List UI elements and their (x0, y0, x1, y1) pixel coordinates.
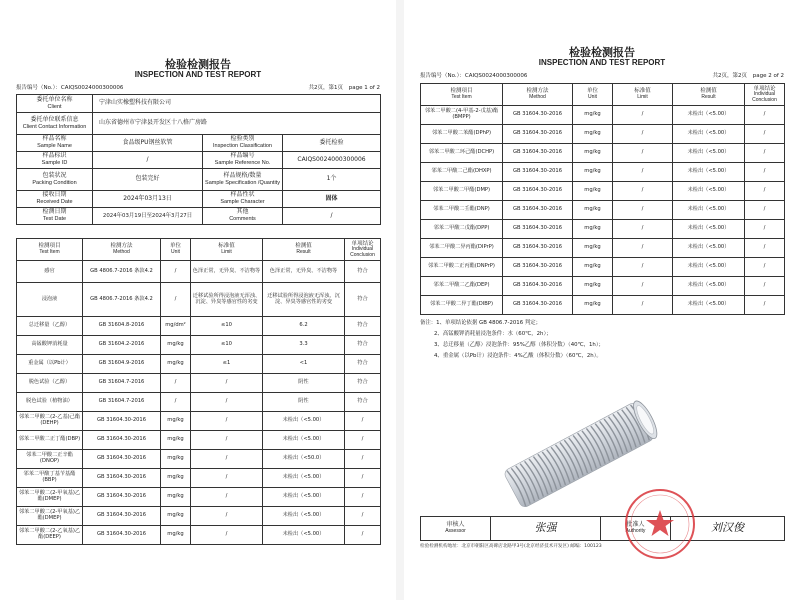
cell-item: 邻苯二甲酸二异丙酯(DIPrP) (421, 239, 503, 258)
cell-result: 未检出（<5.00） (263, 469, 345, 488)
result-row (421, 239, 785, 258)
result-row (17, 336, 381, 355)
cell-conclusion: 符合 (345, 317, 381, 336)
cell-conclusion: / (745, 258, 785, 277)
cell-limit: / (613, 220, 673, 239)
cell-method: GB 31604.30-2016 (503, 201, 573, 220)
cell-unit: mg/kg (573, 201, 613, 220)
cell-unit: / (161, 393, 191, 412)
cell-conclusion: / (745, 201, 785, 220)
cell-result: 未检出（<5.00） (673, 106, 745, 125)
cell-conclusion: 符合 (345, 374, 381, 393)
cell-item: 脱色试验（植物油） (17, 393, 83, 412)
cell-result: 色泽正常，无异臭、不洁物等 (263, 261, 345, 283)
cell-method: GB 31604.30-2016 (503, 296, 573, 315)
result-row (421, 106, 785, 125)
cell-result: 未检出（<50.0） (263, 450, 345, 469)
cell-conclusion: / (345, 431, 381, 450)
report-number-p2: 报告编号（No.）：CAIQS0024000300006 (420, 73, 528, 79)
cell-result: 未检出（<5.00） (673, 182, 745, 201)
cell-limit: 色泽正常，无异臭、不洁物等 (191, 261, 263, 283)
cell-item: 邻苯二甲酸二戊酯(DPP) (421, 220, 503, 239)
remark-line: 3、总迁移量（乙醇）浸泡条件：95%乙醇（体积分数）（40℃，1h）； (434, 342, 604, 348)
comments-value: / (283, 208, 381, 225)
result-row (17, 355, 381, 374)
remark-line: 备注：1、单项结论依据 GB 4806.7-2016 判定； (420, 320, 542, 326)
cell-conclusion: / (745, 163, 785, 182)
cell-method: GB 31604.8-2016 (83, 317, 161, 336)
cell-limit: / (191, 393, 263, 412)
cell-unit: mg/kg (161, 450, 191, 469)
cell-method: GB 31604.30-2016 (83, 488, 161, 507)
result-row (421, 125, 785, 144)
result-row (421, 144, 785, 163)
test-date-label: 检测日期 Test Date (17, 208, 93, 225)
report-title-en-p2: INSPECTION AND TEST REPORT (538, 58, 666, 67)
cell-item: 总迁移量（乙醇） (17, 317, 83, 336)
cell-result: <1 (263, 355, 345, 374)
result-row (17, 317, 381, 336)
cell-unit: mg/kg (573, 106, 613, 125)
result-row (17, 469, 381, 488)
cell-result: 未检出（<5.00） (673, 125, 745, 144)
cell-item: 邻苯二甲酸二苯酯(DPhP) (421, 125, 503, 144)
page-gutter (396, 0, 404, 600)
col-limit-p2: 标准值 Limit (613, 84, 673, 106)
cell-limit: / (613, 296, 673, 315)
sample-ref-label: 样品编号 Sample Reference No. (203, 152, 283, 169)
sample-id-label: 样品标识 Sample ID (17, 152, 93, 169)
signature-table (420, 516, 785, 541)
cell-conclusion: / (745, 106, 785, 125)
cell-item: 高锰酸钾消耗量 (17, 336, 83, 355)
cell-method: GB 31604.7-2016 (83, 374, 161, 393)
cell-conclusion: / (745, 125, 785, 144)
cell-conclusion: / (345, 488, 381, 507)
cell-result: 未检出（<5.00） (673, 201, 745, 220)
remark-line: 2、高锰酸钾消耗量浸泡条件：水（60℃，2h）； (434, 331, 552, 337)
cell-limit: / (613, 258, 673, 277)
cell-limit: ≤1 (191, 355, 263, 374)
comments-label: 其他 Comments (203, 208, 283, 225)
cell-limit: / (191, 450, 263, 469)
result-row (17, 261, 381, 283)
sample-name-label: 样品名称 Sample Name (17, 135, 93, 152)
cell-conclusion: 符合 (345, 393, 381, 412)
cell-conclusion: / (345, 469, 381, 488)
cell-unit: mg/dm² (161, 317, 191, 336)
cell-method: GB 31604.30-2016 (503, 163, 573, 182)
cell-conclusion: / (345, 412, 381, 431)
cell-method: GB 31604.30-2016 (503, 258, 573, 277)
cell-limit: ≤10 (191, 317, 263, 336)
cell-limit: / (613, 144, 673, 163)
cell-conclusion: / (745, 182, 785, 201)
cell-method: GB 31604.30-2016 (83, 431, 161, 450)
character-value: 固体 (283, 191, 381, 208)
results-table-page-2 (420, 83, 785, 315)
result-row (421, 182, 785, 201)
cell-result: 未检出（<5.00） (263, 507, 345, 526)
cell-conclusion: / (345, 507, 381, 526)
page-count-cn: 共2页，第1页 (308, 85, 343, 91)
cell-method: GB 31604.30-2016 (503, 277, 573, 296)
report-title-cn: 检验检测报告 (165, 58, 231, 71)
cell-item: 邻苯二甲酸二(2-甲氧基)乙酯(DMEP) (17, 507, 83, 526)
cell-conclusion: / (745, 239, 785, 258)
cell-limit: / (191, 488, 263, 507)
cell-limit: / (191, 526, 263, 545)
cell-method: GB 31604.30-2016 (83, 507, 161, 526)
cell-unit: mg/kg (573, 125, 613, 144)
cell-unit: mg/kg (161, 336, 191, 355)
cell-item: 邻苯二甲酸二正丙酯(DNPrP) (421, 258, 503, 277)
cell-result: 阴性 (263, 374, 345, 393)
cell-conclusion: / (745, 220, 785, 239)
cell-method: GB 31604.30-2016 (83, 526, 161, 545)
cell-unit: mg/kg (573, 296, 613, 315)
sample-name-value: 食品级PU钢丝软管 (93, 135, 203, 152)
character-label: 样品性状 Sample Character (203, 191, 283, 208)
cell-conclusion: 符合 (345, 283, 381, 317)
cell-result: 未检出（<5.00） (673, 258, 745, 277)
assessor-signature: 张强 (491, 517, 601, 541)
cell-result: 未检出（<5.00） (673, 239, 745, 258)
cell-item: 邻苯二甲酸二正辛酯(DNOP) (17, 450, 83, 469)
results-header-row-p2 (421, 84, 785, 106)
cell-result: 迁移试验所得浸泡液无浑浊、沉淀、异臭等感官性的劣变 (263, 283, 345, 317)
cell-limit: / (191, 469, 263, 488)
cell-item: 脱色试验（乙醇） (17, 374, 83, 393)
cell-item: 邻苯二甲酸二甲酯(DMP) (421, 182, 503, 201)
page-indicator-p2 (708, 71, 784, 79)
cell-item: 邻苯二甲酸二异丁酯(DIBP) (421, 296, 503, 315)
official-seal-icon (622, 486, 698, 562)
cell-unit: / (161, 283, 191, 317)
cell-limit: / (613, 125, 673, 144)
cell-item: 邻苯二甲酸二正丁酯(DBP) (17, 431, 83, 450)
report-title-cn-p2: 检验检测报告 (569, 46, 635, 59)
received-date-value: 2024年03月13日 (93, 191, 203, 208)
result-row (17, 283, 381, 317)
cell-unit: / (161, 261, 191, 283)
page-count-cn-p2: 共2页，第2页 (712, 73, 747, 79)
cell-limit: / (613, 182, 673, 201)
page-count-en: page 1 of 2 (348, 85, 380, 91)
cell-limit: 迁移试验所得浸泡液无浑浊、沉淀、异臭等感官性的劣变 (191, 283, 263, 317)
col-conclusion-p2: 单项结论 Individual Conclusion (745, 84, 785, 106)
col-result: 检测值 Result (263, 239, 345, 261)
cell-result: 未检出（<5.00） (673, 144, 745, 163)
page-indicator (304, 83, 380, 91)
cell-conclusion: / (345, 450, 381, 469)
authority-signature: 刘汉俊 (671, 517, 785, 541)
cell-unit: mg/kg (573, 144, 613, 163)
cell-unit: mg/kg (161, 431, 191, 450)
result-row (421, 220, 785, 239)
spec-label: 样品规格/数量 Sample Specification /Quantity (203, 169, 283, 191)
cell-item: 邻苯二甲酸二环己酯(DCHP) (421, 144, 503, 163)
cell-limit: / (613, 163, 673, 182)
cell-unit: mg/kg (161, 355, 191, 374)
result-row (421, 296, 785, 315)
cell-unit: mg/kg (573, 182, 613, 201)
cell-limit: / (191, 431, 263, 450)
remark-line: 4、重金属（以Pb计）浸泡条件：4%乙酸（体积分数）（60℃，2h）。 (434, 353, 602, 359)
cell-limit: / (191, 374, 263, 393)
cell-result: 6.2 (263, 317, 345, 336)
result-row (421, 258, 785, 277)
result-row (17, 374, 381, 393)
report-number: 报告编号（No.）：CAIQS0024000300006 (16, 85, 124, 91)
cell-unit: mg/kg (161, 412, 191, 431)
cell-result: 阴性 (263, 393, 345, 412)
authority-label: 批准人 Authority (601, 517, 671, 541)
cell-limit: / (613, 201, 673, 220)
cell-conclusion: 符合 (345, 336, 381, 355)
result-row (17, 526, 381, 545)
col-item: 检测项目 Test Item (17, 239, 83, 261)
cell-result: 未检出（<5.00） (673, 296, 745, 315)
contact-label: 委托单位联系信息 Client Contact Information (17, 113, 93, 135)
cell-unit: mg/kg (573, 220, 613, 239)
cell-conclusion: / (745, 296, 785, 315)
cell-conclusion: / (745, 277, 785, 296)
packing-value: 包装完好 (93, 169, 203, 191)
cell-item: 重金属（以Pb计） (17, 355, 83, 374)
assessor-label: 审核人 Assessor (421, 517, 491, 541)
result-row (17, 488, 381, 507)
cell-item: 邻苯二甲酸二乙酯(DEP) (421, 277, 503, 296)
cell-item: 邻苯二甲酸二(2-乙氧基)乙酯(DEEP) (17, 526, 83, 545)
cell-method: GB 31604.30-2016 (83, 469, 161, 488)
page-count-en-p2: page 2 of 2 (752, 73, 784, 79)
sample-ref-value: CAIQS0024000300006 (283, 152, 381, 169)
cell-item: 邻苯二甲酸二己酯(DHXP) (421, 163, 503, 182)
cell-item: 邻苯二甲酸二壬酯(DNP) (421, 201, 503, 220)
cell-item: 邻苯二甲酸丁基苄基酯(BBP) (17, 469, 83, 488)
cell-method: GB 31604.30-2016 (83, 412, 161, 431)
result-row (421, 163, 785, 182)
result-row (17, 393, 381, 412)
received-date-label: 接收日期 Received Date (17, 191, 93, 208)
result-row (17, 507, 381, 526)
cell-limit: / (613, 277, 673, 296)
cell-unit: mg/kg (161, 488, 191, 507)
contact-value: 山东省德州市宁津县开发区十八格广房路 (93, 113, 381, 135)
cell-result: 未检出（<5.00） (263, 488, 345, 507)
cell-method: GB 31604.7-2016 (83, 393, 161, 412)
col-method-p2: 检测方法 Method (503, 84, 573, 106)
cell-item: 邻苯二甲酸二(4-甲基-2-戊基)酯(BMPP) (421, 106, 503, 125)
cell-conclusion: / (345, 526, 381, 545)
sample-id-value: / (93, 152, 203, 169)
result-row (17, 450, 381, 469)
cell-result: 未检出（<5.00） (263, 526, 345, 545)
cell-unit: mg/kg (573, 239, 613, 258)
cell-method: GB 4806.7-2016 条款4.2 (83, 283, 161, 317)
client-value: 宁津山实橡塑科技有限公司 (93, 95, 381, 113)
remarks (420, 318, 784, 362)
test-date-value: 2024年03月19日至2024年3月27日 (93, 208, 203, 225)
col-unit-p2: 单位 Unit (573, 84, 613, 106)
report-page-1 (0, 0, 396, 600)
address-footer: 检验检测机构地址：北京市朝阳区高碑店北路甲3号(北京经济技术开发区) 邮编：100123 (420, 544, 602, 549)
cell-unit: / (161, 374, 191, 393)
cell-unit: mg/kg (573, 258, 613, 277)
results-header-row (17, 239, 381, 261)
cell-method: GB 31604.30-2016 (503, 239, 573, 258)
cell-method: GB 31604.9-2016 (83, 355, 161, 374)
report-page-2 (404, 0, 800, 600)
client-label: 委托单位名称 Client (17, 95, 93, 113)
cell-result: 未检出（<5.00） (263, 412, 345, 431)
cell-unit: mg/kg (161, 469, 191, 488)
cell-item: 邻苯二甲酸二(2-甲氧基)乙酯(DMEP) (17, 488, 83, 507)
cell-item: 浸泡液 (17, 283, 83, 317)
cell-result: 未检出（<5.00） (673, 220, 745, 239)
cell-result: 未检出（<5.00） (263, 431, 345, 450)
result-row (17, 412, 381, 431)
cell-limit: / (191, 412, 263, 431)
packing-label: 包装状况 Packing Condition (17, 169, 93, 191)
cell-method: GB 31604.30-2016 (503, 125, 573, 144)
result-row (421, 277, 785, 296)
cell-item: 感官 (17, 261, 83, 283)
cell-result: 未检出（<5.00） (673, 163, 745, 182)
col-result-p2: 检测值 Result (673, 84, 745, 106)
result-row (17, 431, 381, 450)
sample-info-table (16, 94, 381, 225)
cell-method: GB 31604.30-2016 (503, 106, 573, 125)
cell-result: 未检出（<5.00） (673, 277, 745, 296)
cell-limit: / (191, 507, 263, 526)
cell-method: GB 31604.30-2016 (83, 450, 161, 469)
cell-limit: ≤10 (191, 336, 263, 355)
spec-value: 1个 (283, 169, 381, 191)
report-header (16, 83, 380, 93)
cell-limit: / (613, 106, 673, 125)
col-unit: 单位 Unit (161, 239, 191, 261)
cell-conclusion: 符合 (345, 355, 381, 374)
cell-limit: / (613, 239, 673, 258)
col-item-p2: 检测项目 Test Item (421, 84, 503, 106)
cell-conclusion: / (745, 144, 785, 163)
result-row (421, 201, 785, 220)
cell-conclusion: 符合 (345, 261, 381, 283)
inspection-class-label: 检验类别 Inspection Classification (203, 135, 283, 152)
col-conclusion: 单项结论 Individual Conclusion (345, 239, 381, 261)
col-limit: 标准值 Limit (191, 239, 263, 261)
cell-unit: mg/kg (161, 526, 191, 545)
inspection-class-value: 委托检验 (283, 135, 381, 152)
col-method: 检测方法 Method (83, 239, 161, 261)
cell-result: 3.3 (263, 336, 345, 355)
results-table-page-1 (16, 238, 381, 545)
cell-method: GB 31604.30-2016 (503, 220, 573, 239)
cell-unit: mg/kg (161, 507, 191, 526)
cell-item: 邻苯二甲酸二(2-乙基)己酯(DEHP) (17, 412, 83, 431)
cell-method: GB 31604.30-2016 (503, 144, 573, 163)
report-title-en: INSPECTION AND TEST REPORT (134, 70, 262, 79)
cell-method: GB 4806.7-2016 条款4.2 (83, 261, 161, 283)
cell-unit: mg/kg (573, 277, 613, 296)
cell-unit: mg/kg (573, 163, 613, 182)
cell-method: GB 31604.2-2016 (83, 336, 161, 355)
report-header-p2 (420, 71, 784, 81)
cell-method: GB 31604.30-2016 (503, 182, 573, 201)
